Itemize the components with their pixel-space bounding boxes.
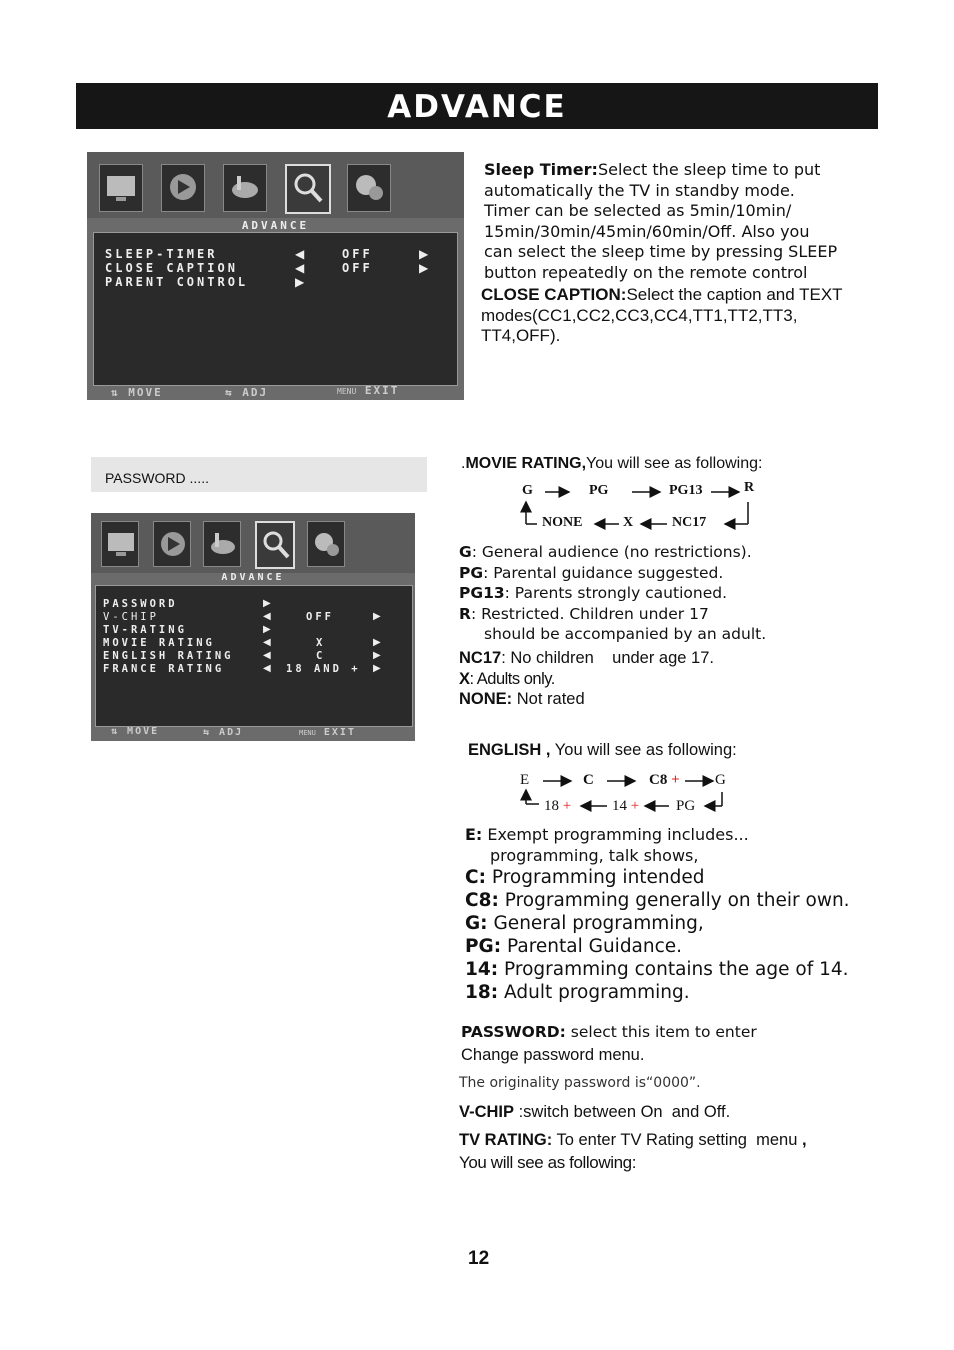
osd-row-value: X xyxy=(316,637,326,649)
osd-footer-move: ⇅ MOVE xyxy=(111,386,163,399)
osd-footer-adj: ⇆ ADJ xyxy=(203,727,244,738)
osd-row-label: PARENT CONTROL xyxy=(105,275,249,289)
osd-row-value: OFF xyxy=(342,261,373,275)
flow-node: X xyxy=(623,515,634,530)
definition-line: should be accompanied by an adult. xyxy=(484,625,767,643)
definition-line: NC17: No children under age 17. xyxy=(459,649,714,667)
right-arrow-icon: ▶ xyxy=(373,611,381,622)
definition-line: PG13: Parents strongly cautioned. xyxy=(459,584,727,602)
osd-row-label: FRANCE RATING xyxy=(103,663,225,675)
section-title: ADVANCE xyxy=(387,89,567,125)
vchip-description: V-CHIP :switch between On and Off. xyxy=(459,1103,731,1121)
osd-icon-bar xyxy=(91,513,415,573)
flow-node: PG xyxy=(676,798,696,814)
flow-node: G xyxy=(715,772,726,788)
sleep-timer-text: Sleep Timer:Select the sleep time to put automatically the TV in standby mode. Timer can be selected as 5min/10min/ 15min/30min/45min/60min/Off. Also you can select the sleep time by pressing SLEEP button repeatedly on the remote control xyxy=(484,160,838,282)
osd-row-label: ENGLISH RATING xyxy=(103,650,234,662)
sound-icon xyxy=(161,164,205,212)
left-arrow-icon: ◀ xyxy=(295,261,305,275)
password-description-line2: Change password menu. xyxy=(461,1046,645,1064)
left-arrow-icon: ◀ xyxy=(263,611,271,622)
osd-tab-label: ADVANCE xyxy=(221,572,285,583)
definition-line: C8: Programming generally on their own. xyxy=(465,890,850,911)
flow-node: 18 + xyxy=(544,798,572,814)
left-arrow-icon: ◀ xyxy=(295,247,305,261)
setup-icon xyxy=(307,521,345,567)
right-arrow-icon: ▶ xyxy=(263,624,271,635)
definition-line: NONE: Not rated xyxy=(459,690,585,708)
left-arrow-icon: ◀ xyxy=(263,650,271,661)
setup-icon xyxy=(347,164,391,212)
osd-menu-screenshot-1 xyxy=(87,152,464,400)
osd-row-label: CLOSE CAPTION xyxy=(105,261,238,275)
tv-rating-line2: You will see as following: xyxy=(459,1153,637,1172)
osd-footer-adj: ⇆ ADJ xyxy=(225,386,269,399)
tv-rating-description: TV RATING: To enter TV Rating setting menu , xyxy=(459,1131,807,1149)
picture-icon xyxy=(101,521,139,567)
left-arrow-icon: ◀ xyxy=(263,637,271,648)
right-arrow-icon: ▶ xyxy=(295,275,305,289)
definition-line: PG: Parental Guidance. xyxy=(465,936,683,957)
osd-tab-label: ADVANCE xyxy=(241,219,310,232)
page-number: 12 xyxy=(468,1248,490,1269)
left-arrow-icon: ◀ xyxy=(263,663,271,674)
osd-menu-screenshot-2 xyxy=(91,513,415,741)
osd-footer-exit: MENU EXIT xyxy=(337,384,400,397)
right-arrow-icon: ▶ xyxy=(263,598,271,609)
password-description: PASSWORD: select this item to enter xyxy=(461,1023,757,1041)
osd-row-value: 18 AND + xyxy=(286,663,361,675)
definition-line: G: General audience (no restrictions). xyxy=(459,543,752,561)
definition-line: programming, talk shows, xyxy=(490,846,699,865)
definition-line: 18: Adult programming. xyxy=(465,982,690,1003)
flow-node: 14 + xyxy=(612,798,640,814)
advance-icon xyxy=(285,164,331,214)
english-rating-flow xyxy=(515,770,745,820)
flow-node: C xyxy=(583,772,594,788)
flow-node: PG13 xyxy=(669,483,703,498)
movie-rating-intro: .MOVIE RATING,You will see as following: xyxy=(461,455,763,472)
password-bar xyxy=(91,457,427,492)
right-arrow-icon: ▶ xyxy=(373,637,381,648)
osd-row-label: V-CHIP xyxy=(103,611,159,623)
time-icon xyxy=(203,521,241,567)
flow-node: C8 + xyxy=(649,772,680,788)
osd-row-label: PASSWORD xyxy=(103,598,178,610)
osd-row-label: TV-RATING xyxy=(103,624,187,636)
definition-line: X: Adults only. xyxy=(459,670,555,688)
close-caption-text: CLOSE CAPTION:Select the caption and TEXT modes(CC1,CC2,CC3,CC4,TT1,TT2,TT3, TT4,OFF). xyxy=(481,285,843,345)
osd-row-value: OFF xyxy=(342,247,373,261)
flow-node: R xyxy=(744,480,755,495)
definition-line: PG: Parental guidance suggested. xyxy=(459,564,724,582)
definition-line: G: General programming, xyxy=(465,913,704,934)
password-bar-label: PASSWORD ..... xyxy=(105,470,209,486)
flow-node: PG xyxy=(589,483,609,498)
password-note: The originality password is“0000”. xyxy=(459,1075,701,1091)
osd-footer-exit: MENU EXIT xyxy=(299,727,356,738)
flow-node: NONE xyxy=(542,515,583,530)
osd-row-label: SLEEP-TIMER xyxy=(105,247,218,261)
english-rating-intro: ENGLISH , You will see as following: xyxy=(468,741,737,759)
definition-line: C: Programming intended xyxy=(465,867,705,888)
osd-icon-bar xyxy=(87,152,464,218)
flow-node: NC17 xyxy=(672,515,707,530)
osd-row-value: C xyxy=(316,650,326,662)
definition-line: R: Restricted. Children under 17 xyxy=(459,605,709,623)
picture-icon xyxy=(99,164,143,212)
sound-icon xyxy=(153,521,191,567)
flow-node: E xyxy=(520,772,530,788)
osd-row-value: OFF xyxy=(306,611,334,623)
section-header xyxy=(76,83,878,129)
right-arrow-icon: ▶ xyxy=(373,663,381,674)
advance-icon xyxy=(255,521,295,569)
movie-rating-flow xyxy=(515,480,765,532)
osd-row-label: MOVIE RATING xyxy=(103,637,215,649)
osd-footer-move: ⇅ MOVE xyxy=(111,726,160,737)
time-icon xyxy=(223,164,267,212)
right-arrow-icon: ▶ xyxy=(373,650,381,661)
definition-line: 14: Programming contains the age of 14. xyxy=(465,959,849,980)
right-arrow-icon: ▶ xyxy=(419,247,429,261)
right-arrow-icon: ▶ xyxy=(419,261,429,275)
definition-line: E: Exempt programming includes... xyxy=(465,825,749,844)
flow-node: G xyxy=(522,483,533,498)
